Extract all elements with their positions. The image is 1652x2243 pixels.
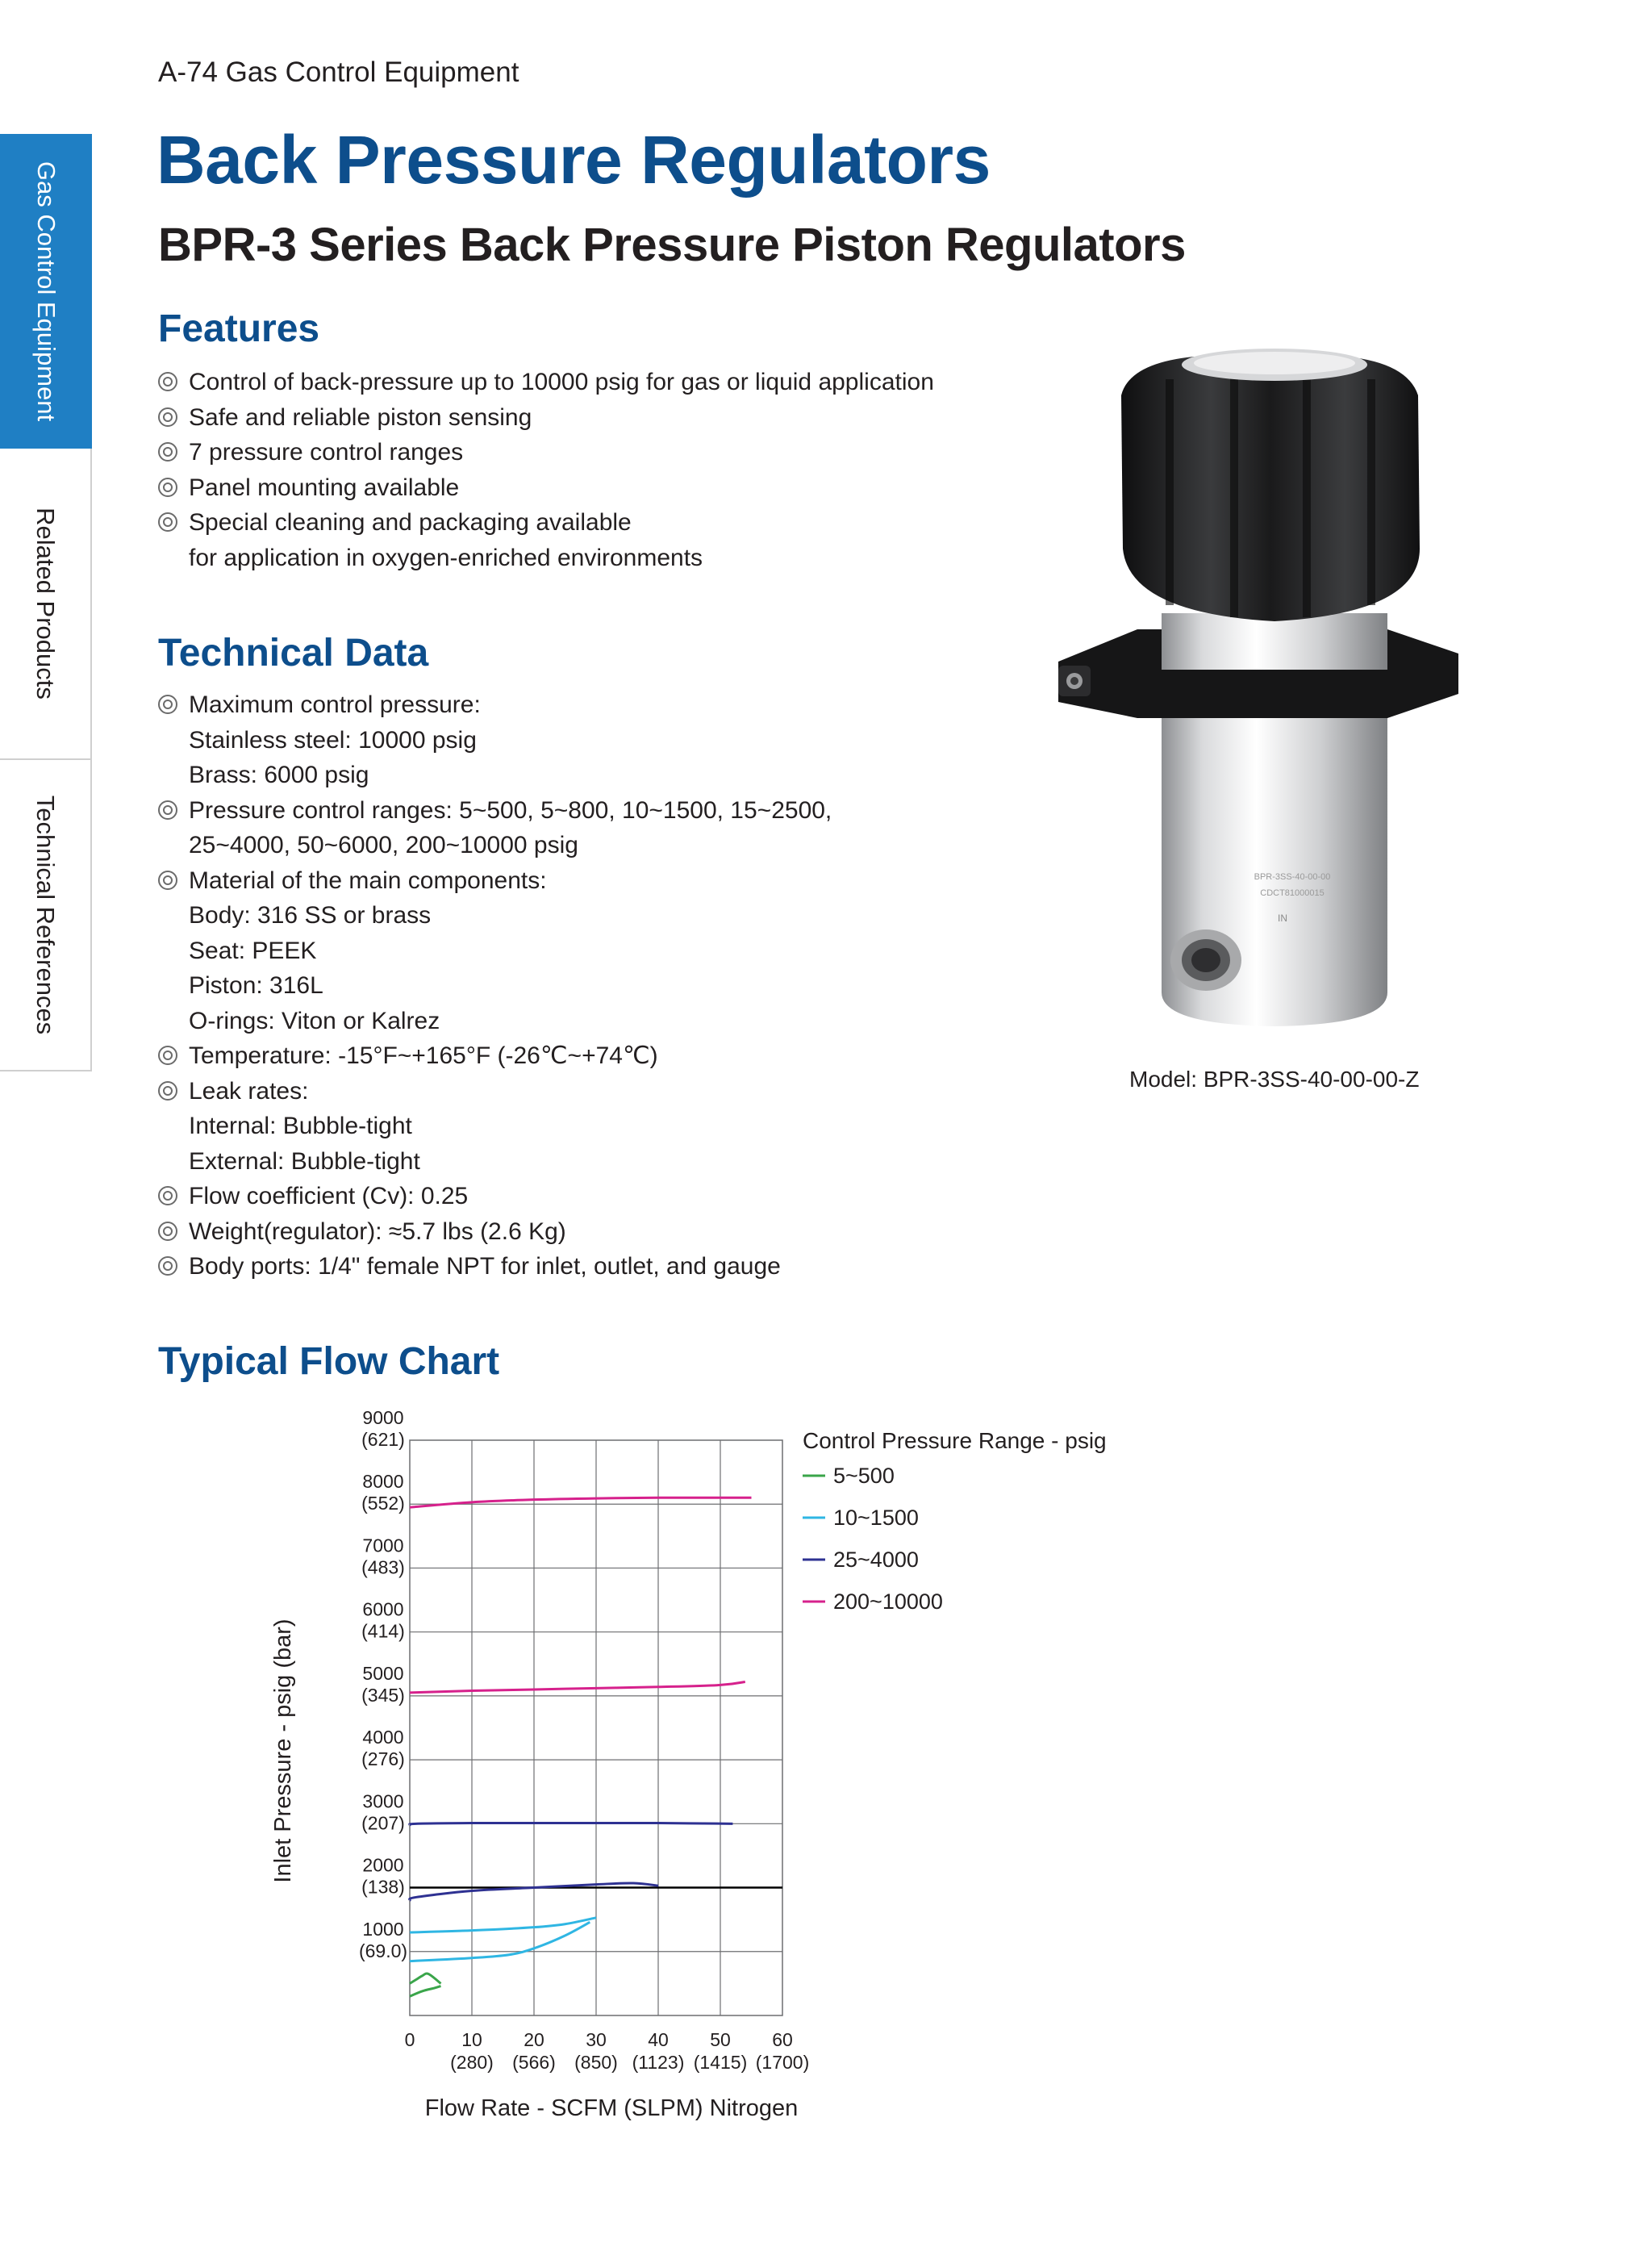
series-line-200~10000-0	[410, 1497, 752, 1507]
side-tab-label: Gas Control Equipment	[32, 161, 60, 422]
list-item-text: Seat: PEEK	[189, 937, 317, 964]
y-tick-sublabel: (69.0)	[358, 1940, 408, 1961]
series-line-5~500-1	[410, 1974, 441, 1983]
legend-entry: 10~1500	[833, 1506, 919, 1530]
y-tick-label: 5000	[362, 1662, 404, 1684]
x-tick-label: 0	[404, 2029, 415, 2050]
side-tab-label: Technical References	[31, 795, 60, 1035]
double-circle-bullet-icon	[158, 1186, 177, 1205]
double-circle-bullet-icon	[158, 1046, 177, 1065]
y-tick-sublabel: (552)	[361, 1493, 405, 1514]
y-axis-label: Inlet Pressure - psig (bar)	[270, 1619, 296, 1883]
list-item	[158, 1004, 832, 1039]
side-tab-technical-references[interactable]	[0, 760, 92, 1071]
list-item	[158, 758, 832, 793]
list-item-text: Piston: 316L	[189, 972, 323, 999]
list-item	[158, 1038, 832, 1074]
y-tick-label: 9000	[362, 1407, 404, 1428]
series-line-10~1500-1	[410, 1922, 590, 1961]
side-tab-related-products[interactable]	[0, 449, 92, 760]
side-tabs	[0, 134, 92, 1071]
double-circle-bullet-icon	[158, 407, 177, 427]
list-item	[158, 898, 832, 934]
list-item	[158, 1144, 832, 1180]
double-circle-bullet-icon	[158, 478, 177, 497]
legend-entry: 200~10000	[833, 1589, 943, 1614]
list-item-text: Safe and reliable piston sensing	[189, 403, 532, 431]
x-tick-sublabel: (850)	[574, 2052, 618, 2073]
list-item-text: Stainless steel: 10000 psig	[189, 726, 477, 754]
x-tick-label: 20	[524, 2029, 544, 2050]
list-item	[158, 1214, 832, 1250]
list-item-text: Material of the main components:	[189, 867, 547, 894]
list-item-text: Flow coefficient (Cv): 0.25	[189, 1183, 469, 1209]
list-item-text: Body ports: 1/4" female NPT for inlet, outlet, and gauge	[189, 1253, 781, 1280]
list-item-text: Control of back-pressure up to 10000 psig for gas or liquid application	[189, 369, 934, 395]
list-item	[158, 863, 832, 899]
double-circle-bullet-icon	[158, 372, 177, 391]
y-tick-sublabel: (414)	[361, 1620, 405, 1642]
list-item-text: Leak rates:	[189, 1077, 309, 1105]
x-axis-label: Flow Rate - SCFM (SLPM) Nitrogen	[424, 2095, 799, 2121]
y-tick-label: 4000	[362, 1727, 404, 1748]
legend-title: Control Pressure Range - psig	[803, 1428, 1107, 1453]
technical-data-heading: Technical Data	[158, 632, 429, 675]
x-tick-sublabel: (1123)	[632, 2052, 685, 2073]
list-item-text: Temperature: -15°F~+165°F (-26℃~+74℃)	[189, 1042, 658, 1069]
features-list	[158, 365, 934, 575]
list-item-text: Special cleaning and packaging available	[189, 509, 632, 536]
list-item	[158, 934, 832, 969]
list-item	[158, 365, 934, 400]
legend-entry: 25~4000	[833, 1548, 919, 1572]
x-tick-sublabel: (1700)	[755, 2052, 810, 2073]
y-tick-label: 3000	[362, 1790, 404, 1812]
list-item	[158, 505, 934, 541]
list-item-text: Maximum control pressure:	[189, 691, 481, 718]
list-item-text: 7 pressure control ranges	[189, 439, 464, 466]
body-marking-2: CDCT81000015	[1260, 888, 1325, 898]
double-circle-bullet-icon	[158, 1081, 177, 1101]
list-item	[158, 541, 934, 576]
page-header-label: A-74 Gas Control Equipment	[158, 56, 519, 88]
list-item-text: Weight(regulator): ≈5.7 lbs (2.6 Kg)	[189, 1218, 566, 1245]
side-tab-label: Related Products	[31, 507, 60, 700]
list-item	[158, 400, 934, 436]
double-circle-bullet-icon	[158, 800, 177, 820]
series-line-10~1500-0	[410, 1918, 596, 1932]
x-tick-label: 10	[461, 2029, 482, 2050]
double-circle-bullet-icon	[158, 442, 177, 462]
y-tick-label: 8000	[362, 1471, 404, 1493]
double-circle-bullet-icon	[158, 1222, 177, 1241]
y-tick-sublabel: (483)	[361, 1556, 405, 1578]
series-line-25~4000-0	[410, 1823, 733, 1824]
y-tick-sublabel: (138)	[361, 1876, 405, 1898]
x-tick-sublabel: (1415)	[693, 2052, 748, 2073]
y-tick-label: 6000	[362, 1598, 404, 1620]
flow-chart	[266, 1404, 1153, 2130]
double-circle-bullet-icon	[158, 871, 177, 890]
page-subtitle: BPR-3 Series Back Pressure Piston Regulators	[158, 219, 1186, 271]
series-line-5~500-0	[410, 1986, 441, 1997]
flow-chart-heading: Typical Flow Chart	[158, 1340, 500, 1383]
double-circle-bullet-icon	[158, 1256, 177, 1276]
x-tick-label: 40	[648, 2029, 669, 2050]
port-label: IN	[1278, 913, 1287, 924]
list-item-text: Internal: Bubble-tight	[189, 1113, 412, 1139]
list-item	[158, 687, 832, 723]
list-item	[158, 968, 832, 1004]
list-item-text: External: Bubble-tight	[189, 1147, 420, 1175]
y-tick-label: 1000	[362, 1918, 404, 1940]
list-item-text: Body: 316 SS or brass	[189, 902, 432, 929]
x-tick-label: 50	[710, 2029, 731, 2050]
features-heading: Features	[158, 307, 320, 350]
list-item	[158, 435, 934, 470]
list-item-text: 25~4000, 50~6000, 200~10000 psig	[189, 832, 578, 858]
list-item-text: Brass: 6000 psig	[189, 762, 369, 788]
x-tick-label: 60	[772, 2029, 793, 2050]
page-title: Back Pressure Regulators	[156, 122, 991, 198]
list-item-text: for application in oxygen-enriched environments	[189, 544, 703, 571]
y-tick-sublabel: (207)	[361, 1812, 405, 1834]
x-tick-sublabel: (280)	[450, 2052, 494, 2073]
list-item	[158, 470, 934, 506]
model-caption: Model: BPR-3SS-40-00-00-Z	[1129, 1067, 1420, 1092]
list-item	[158, 1179, 832, 1214]
list-item-text: Pressure control ranges: 5~500, 5~800, 10~1500, 15~2500,	[189, 796, 832, 824]
series-line-200~10000-1	[410, 1681, 745, 1692]
list-item	[158, 723, 832, 758]
list-item	[158, 1109, 832, 1144]
list-item-text: Panel mounting available	[189, 474, 460, 501]
y-tick-label: 2000	[362, 1854, 404, 1876]
list-item	[158, 1074, 832, 1109]
y-tick-sublabel: (276)	[361, 1748, 405, 1770]
legend-entry: 5~500	[833, 1464, 895, 1488]
list-item	[158, 1249, 832, 1284]
x-tick-sublabel: (566)	[512, 2052, 556, 2073]
y-tick-sublabel: (621)	[361, 1429, 405, 1450]
technical-data-list	[158, 687, 832, 1284]
flow-chart-svg	[266, 1404, 1153, 2130]
y-tick-sublabel: (345)	[361, 1684, 405, 1706]
double-circle-bullet-icon	[158, 512, 177, 532]
list-item	[158, 828, 832, 863]
x-tick-label: 30	[586, 2029, 607, 2050]
product-image	[1041, 347, 1476, 1049]
list-item-text: O-rings: Viton or Kalrez	[189, 1007, 440, 1034]
side-tab-gas-control-equipment[interactable]	[0, 134, 92, 449]
y-tick-label: 7000	[362, 1535, 404, 1556]
double-circle-bullet-icon	[158, 695, 177, 714]
list-item	[158, 793, 832, 829]
body-marking-1: BPR-3SS-40-00-00	[1254, 872, 1331, 882]
